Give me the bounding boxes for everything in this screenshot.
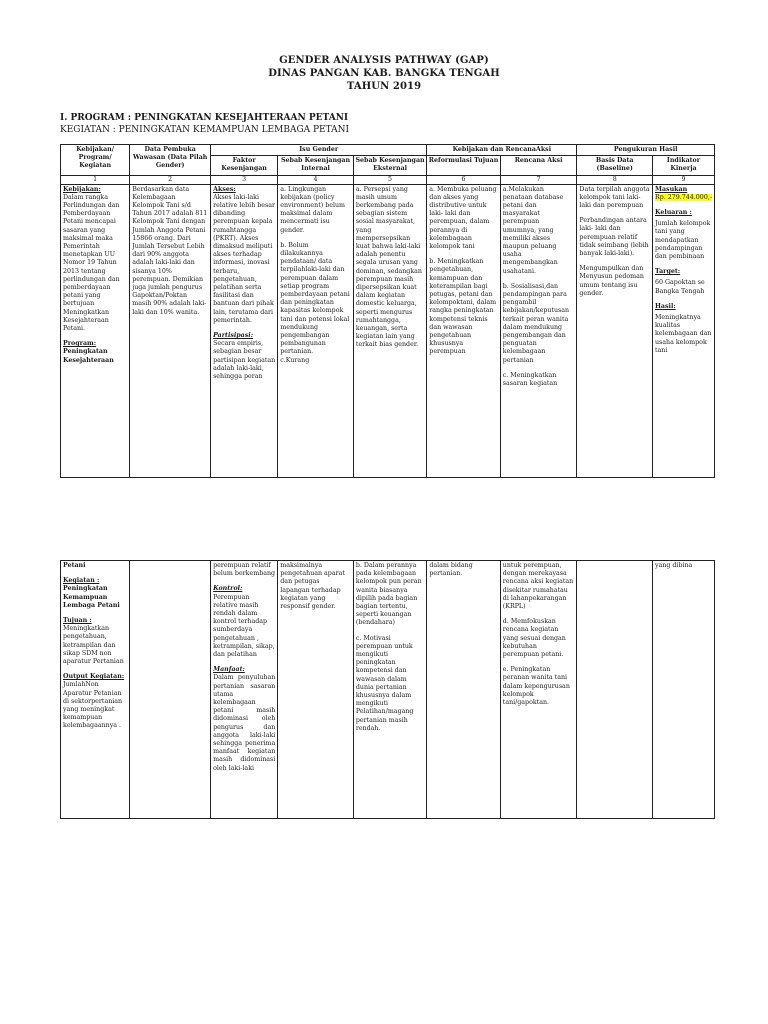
cell-basis-data — [577, 561, 653, 819]
reformulasi-a: a. Membuka peluang dan akses yang distributive untuk laki- laki dan perempuan, dalam perannya di kelembagaan kelompok tani — [429, 185, 497, 251]
cell-kebijakan — [61, 184, 130, 477]
masukan-label: Masukan — [654, 185, 688, 193]
kebijakan-label: Kebijakan: — [63, 185, 101, 193]
header-kebijakan: Kebijakan/ Program/ Kegiatan — [61, 145, 130, 176]
header-basis-data: Basis Data (Baseline) — [577, 156, 653, 175]
title-line-2: DINAS PANGAN KAB. BANGKA TENGAH — [268, 68, 500, 79]
tujuan-label: Tujuan : — [63, 617, 92, 625]
target-label: Target: — [654, 268, 681, 276]
cell-rencana-aksi — [500, 184, 577, 477]
tujuan-text: Meningkatkan pengetahuan, ketrampilan dan sikap SDM non aparatur Pertanian — [63, 625, 124, 666]
cell-indikator — [652, 184, 714, 477]
eksternal-b: b. Dalam perannya pada kelembagaan kelompok pun peran wanita biasanya dipilih pada bagian bagian tertentu, seperti keuangan (bendahara) — [355, 562, 422, 627]
internal-c-cont: maksimalnya pengetahuan aparat dan petugas lapangan terhadap kegiatan yang responsif gender. — [280, 562, 345, 611]
col-number: 5 — [353, 175, 426, 184]
gap-table-page-1 — [60, 144, 715, 478]
cell-sebab-internal — [278, 561, 354, 819]
eksternal-a: a. Persepsi yang masih umum berkembang pada sebagian sistem sosial masyarakat, yang mempersepsikan kuat bahwa laki-laki adalah penentu segala urusan yang dominan, sedangkan perempuan masih dipersepsikan kuat dalam kegiatan domestic keluarga, seperti mengurus rumahtangga, keuangan, serta kegiatan lain yang terkait bias gender. — [355, 185, 422, 349]
cell-sebab-eksternal — [353, 184, 426, 477]
keluaran-label: Keluaran : — [654, 209, 692, 217]
rencana-e: e. Peningkatan peranan wanita tani dalam kepengurusan kelompok tani/gapoktan. — [502, 666, 570, 707]
eksternal-c: c. Motivasi perempuan untuk mengikuti peningkatan kompetensi dan wawasan dalam dunia pertanian khususnya dalam mengikuti Pelatihan/magang pertanian masih rendah. — [355, 634, 414, 732]
faktor-intro: perempuan relatif belum berkembang — [213, 562, 276, 578]
kegiatan-heading: KEGIATAN : PENINGKATAN KEMAMPUAN LEMBAGA PETANI — [60, 125, 350, 135]
masukan-value — [655, 194, 712, 202]
rencana-c-cont: untuk perempuan, dengan merekayasa rencana aksi kegiatan disekitar rumahatau di lahanpekarangan (KRPL) — [502, 562, 574, 611]
reformulasi-b: b. Meningkatkan pengetahuan, kemampuan dan keterampilan bagi petugas, petani dan kelompoktani, dalam rangka peningkatan kompetensi teknis dan wawasan pengetahuan khususnya perempuan — [429, 258, 497, 356]
col-number: 4 — [278, 175, 354, 184]
table-row — [61, 561, 715, 819]
basis-p1: Data terpilah anggota kelompok tani laki-laki dan perempuan — [579, 185, 650, 210]
internal-b: b. Belum dilakukannya pendataan/ data terpilahlaki-laki dan perempuan dalam setiap program pemberdayaan petani dan peningkatan kapasitas kelompok tani dan potensi lokal mendukung pengembangan pembangunan pertanian. — [280, 241, 350, 356]
internal-c: c.Kurang — [280, 356, 310, 364]
cell-sebab-eksternal — [353, 561, 426, 819]
header-kebijakan-rencana: Kebijakan dan RencanaAksi — [427, 145, 577, 156]
col-number: 7 — [500, 175, 577, 184]
cell-data-pembuka — [130, 184, 211, 477]
kegiatan-label: Kegiatan : — [63, 577, 100, 585]
rencana-b: b. Sosialisasi,dan pendampingan para pengambil kebijakan/keputusan terkait peran wanita dalam mendukung pengembangan dan penguatan kelembagaan pertanian — [502, 282, 570, 364]
header-sebab-internal: Sebab Kesenjangan Internal — [278, 156, 354, 175]
kontrol-text: Perempuan relative masih rendah dalam kontrol terhadap sumberdaya pengetahuan , ketrampilan, sikap, dan pelatihan — [213, 593, 275, 659]
kontrol-label: Kontrol: — [213, 585, 243, 593]
program-text: Peningkatan Kesejahteraan — [63, 348, 114, 364]
output-label: Output Kegiatan: — [63, 673, 125, 681]
kebijakan-text: Dalam rangka Perlindungan dan Pemberdayaan Petani mencapai sasaran yang maksimal maka Pemerintah menetapkan UU Nomor 19 Tahun 2013 tentang perlindungan dan pemberdayaan petani yang bertujuan Meningkatkan Kesejahteraan Petani. — [63, 193, 120, 333]
basis-p2: Perbandingan antara laki- laki dan perempuan relatif tidak seimbang (lebih banyak laki-laki). — [579, 217, 649, 258]
header-pengukuran: Pengukuran Hasil — [577, 145, 715, 156]
hasil-label: Hasil: — [654, 302, 676, 310]
cell-reformulasi — [427, 184, 500, 477]
kegiatan-text: Peningkatan Kemampuan Lembaga Petani — [63, 585, 120, 609]
rencana-a: a.Melakukan penataan database petani dan masyarakat perempuan umumnya, yang memiliki akses maupun peluang usaha mengembangkan usahatani. — [502, 185, 564, 275]
col-number: 6 — [427, 175, 500, 184]
keluaran-text: Jumlah kelompok tani yang mendapatkan pendampingan dan pembinaan — [654, 220, 711, 261]
hasil-text: Meningkatnya kualitas kelembagaan dan usaha kelompok tani — [654, 314, 712, 354]
header-sebab-eksternal: Sebab Kesenjangan Eksternal — [353, 156, 426, 175]
data-pembuka-text: Berdasarkan data Kelembagaan Kelompok Tani s/d Tahun 2017 adalah 811 Kelompok Tani dengan Jumlah Anggota Petani 15866 orang. Dari Jumlah Tersebut Lebih dari 90% anggota adalah laki-laki dan sisanya 10% perempuan. Demikian juga jumlah pengurus Gapoktan/Poktan masih 90% adalah laki-laki dan 10% wanita. — [132, 185, 208, 316]
internal-a: a. Lingkungan kebijakan (policy environment) belum maksimal dalam mencermati isu gender. — [280, 185, 345, 234]
title-line-1: GENDER ANALYSIS PATHWAY (GAP) — [279, 55, 489, 66]
akses-text: Akses laki-laki relative lebih besar dibanding perempuan kepala rumahtangga (PKRT). Akses dimaksud meliputi akses terhadap informasi, inovasi terbaru, pengetahuan, pelatihan serta fasilitasi dan bantuan dari pihak lain, terutama dari pemerintah. — [213, 193, 276, 324]
partisipasi-label: Partisipasi: — [213, 332, 254, 340]
akses-label: Akses: — [213, 185, 236, 193]
partisipasi-text: Secara empiris, sebagian besar partisipan kegiatan adalah laki-laki, sehingga peran — [213, 340, 276, 381]
reformulasi-b-cont: dalam bidang pertanian. — [429, 562, 473, 578]
col-number: 8 — [577, 175, 653, 184]
header-rencana-aksi: Rencana Aksi — [500, 156, 577, 175]
program-heading: I. PROGRAM : PENINGKATAN KESEJAHTERAAN PETANI — [60, 113, 349, 123]
cell-faktor — [211, 184, 278, 477]
col-number: 9 — [652, 175, 714, 184]
cell-indikator — [653, 561, 715, 819]
cell-rencana-aksi — [500, 561, 577, 819]
document-title-block — [0, 54, 768, 93]
cell-kebijakan — [61, 561, 130, 819]
cell-reformulasi — [427, 561, 500, 819]
header-data-pembuka: Data Pembuka Wawasan (Data Pilah Gender) — [130, 145, 211, 176]
indikator-cont: yang dibina — [655, 562, 693, 569]
col-number: 1 — [61, 175, 130, 184]
petani-text: Petani — [63, 562, 86, 569]
title-line-3: TAHUN 2019 — [346, 81, 422, 92]
header-reformulasi: Reformulasi Tujuan — [427, 156, 500, 175]
header-faktor: Faktor Kesenjangan — [211, 156, 278, 175]
gap-table-page-2 — [60, 560, 715, 819]
program-label: Program: — [63, 340, 97, 348]
basis-p3: Mengumpulkan dan Menyusun pedoman umum tentang isu gender. — [579, 265, 644, 297]
header-isu-gender: Isu Gender — [211, 145, 427, 156]
header-indikator: Indikator Kinerja — [652, 156, 714, 175]
cell-faktor — [211, 561, 278, 819]
rencana-d: d. Memfokuskan rencana kegiatan yang sesuai dengan kebutuhan perempuan petani. — [502, 618, 566, 659]
masukan-amount: Rp. 279.744.000,- — [654, 193, 712, 201]
target-text: 60 Gapoktan se Bangka Tengah — [654, 279, 705, 295]
output-text: JumlahNon Aparatur Petanian di sektorpertanian yang meningkat kemampuan kelembagaannya . — [63, 681, 123, 730]
manfaat-label: Manfaat: — [213, 666, 245, 674]
cell-basis-data — [577, 184, 653, 477]
column-number-row — [61, 175, 715, 184]
cell-sebab-internal — [278, 184, 354, 477]
col-number: 3 — [211, 175, 278, 184]
table-row — [61, 184, 715, 477]
manfaat-text: Dalam penyuluhan pertanian sasaran utama kelembagaan petani masih didominasi oleh pengurus dan anggota laki-laki sehingga penerima manfaat kegiatan masih didominasi oleh laki-laki — [213, 674, 276, 772]
rencana-c: c. Meningkatkan sasaran kegiatan — [502, 371, 558, 388]
cell-data-pembuka — [130, 561, 211, 819]
col-number: 2 — [130, 175, 211, 184]
